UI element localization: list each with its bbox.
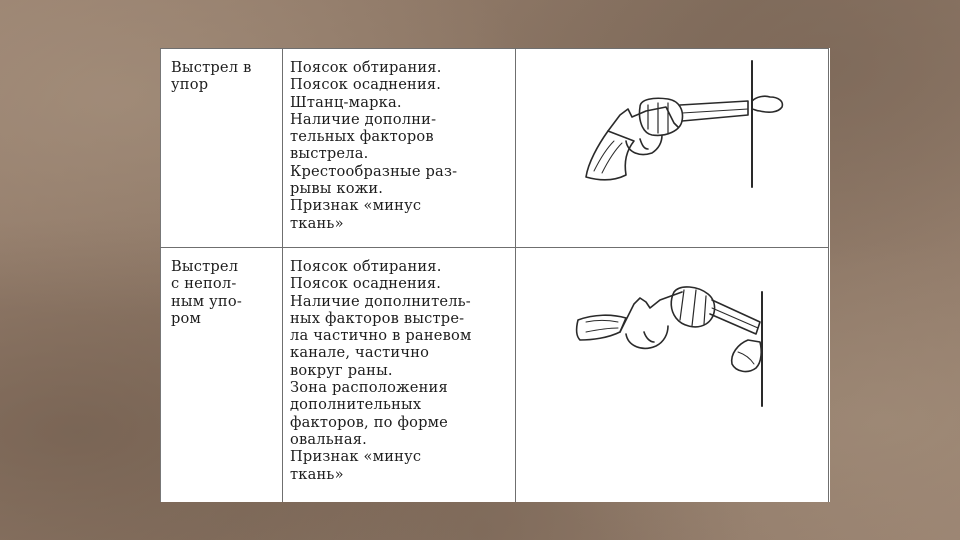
revolver-contact-shot-icon: [516, 49, 828, 246]
shot-type-line: ным упо-: [171, 292, 242, 310]
feature-line: Штанц-марка.: [290, 93, 402, 111]
features-cell: [283, 248, 516, 503]
shot-type-line: упор: [171, 76, 209, 94]
feature-line: рывы кожи.: [290, 180, 384, 198]
feature-line: овальная.: [290, 430, 367, 448]
feature-line: Крестообразные раз-: [290, 162, 458, 180]
feature-line: Поясок обтирания.: [290, 59, 442, 76]
feature-line: Признак «минус: [290, 448, 422, 466]
feature-line: выстрела.: [290, 145, 369, 163]
feature-line: Поясок осаднения.: [290, 76, 442, 94]
feature-line: канале, частично: [290, 344, 430, 362]
table-row: [161, 248, 829, 503]
features-cell: [283, 49, 516, 248]
feature-line: тельных факторов: [290, 128, 434, 146]
feature-line: ткань»: [290, 214, 344, 232]
feature-line: Наличие дополни-: [290, 110, 437, 128]
feature-line: Зона расположения: [290, 379, 448, 397]
shot-type-line: с непол-: [171, 275, 237, 293]
feature-line: ткань»: [290, 465, 344, 483]
feature-line: вокруг раны.: [290, 361, 393, 379]
feature-line: ла частично в раневом: [290, 327, 472, 345]
shot-types-table: [160, 48, 829, 502]
document-page: [160, 48, 830, 502]
shot-type-cell: [161, 248, 283, 503]
feature-line: Поясок осаднения.: [290, 275, 442, 293]
revolver-partial-contact-shot-icon: [516, 248, 828, 502]
shot-type-line: Выстрел: [171, 258, 239, 275]
illustration-cell: [516, 49, 829, 248]
feature-line: Поясок обтирания.: [290, 258, 442, 275]
feature-line: Признак «минус: [290, 197, 422, 215]
feature-line: дополнительных: [290, 396, 422, 414]
shot-type-line: Выстрел в: [171, 59, 252, 76]
table-row: [161, 49, 829, 248]
feature-line: факторов, по форме: [290, 413, 449, 431]
feature-line: Наличие дополнитель-: [290, 292, 471, 310]
feature-line: ных факторов выстре-: [290, 309, 465, 327]
shot-type-cell: [161, 49, 283, 248]
shot-type-line: ром: [171, 309, 202, 327]
illustration-cell: [516, 248, 829, 503]
